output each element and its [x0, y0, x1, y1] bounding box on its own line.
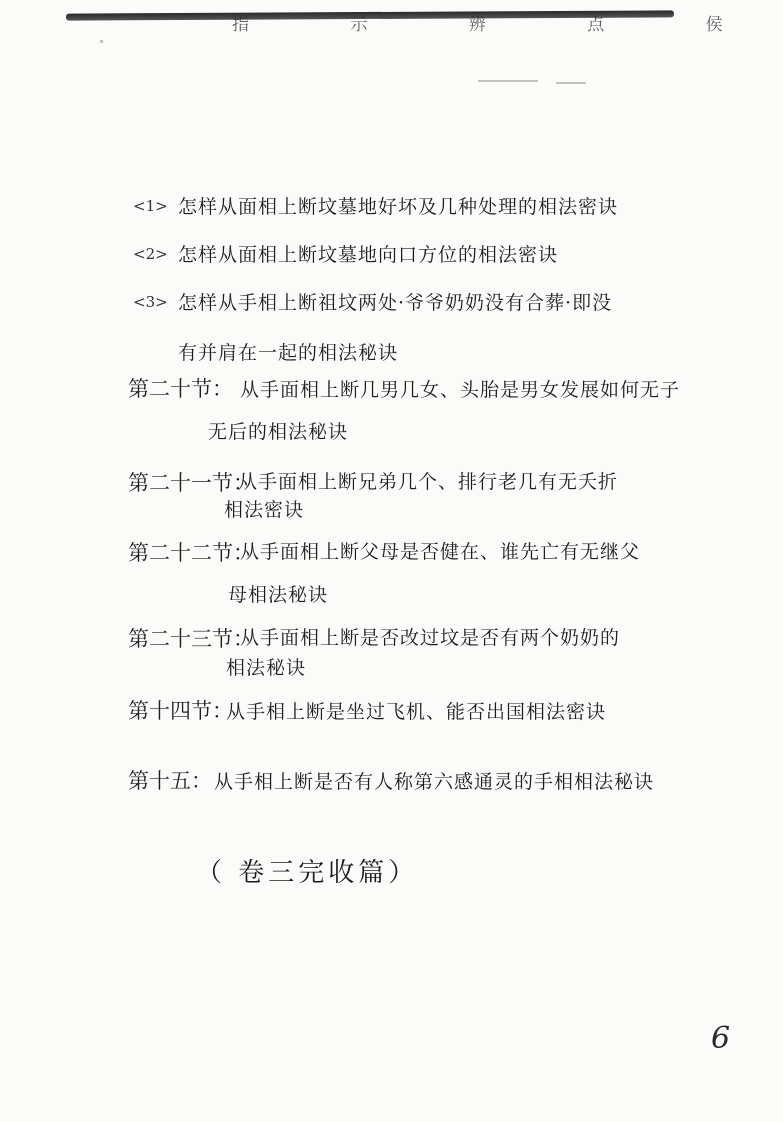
page-number: 6 — [711, 1021, 731, 1056]
section-text: 从手面相上断是否改过坟是否有两个奶奶的 — [240, 627, 621, 649]
scan-speck — [100, 40, 103, 43]
header-text: 指 示 辨 点 侯 — [232, 15, 771, 35]
section-text: 从手面相上断几男几女、头胎是男女发展如何无子 — [240, 379, 681, 401]
section-text: 从手相上断是否有人称第六感通灵的手相相法秘诀 — [214, 771, 655, 793]
closing-note: （ 卷三完收篇） — [196, 858, 419, 888]
item-text: 怎样从面相上断坟墓地向口方位的相法密诀 — [178, 244, 559, 266]
section-text: 相法密诀 — [224, 499, 305, 521]
section-text: 相法秘诀 — [226, 657, 307, 679]
item-text: 有并肩在一起的相法秘诀 — [178, 342, 399, 364]
item-marker: <3> — [133, 293, 168, 311]
section-label: 第十五： — [128, 769, 212, 793]
section-label: 第二十一节： — [128, 471, 254, 495]
scan-speck — [556, 82, 586, 84]
section-label: 第二十二节： — [128, 541, 254, 565]
section-label: 第二十三节： — [128, 627, 254, 651]
item-text: 怎样从面相上断坟墓地好坏及几种处理的相法密诀 — [178, 196, 619, 218]
scan-speck — [478, 80, 538, 82]
section-text: 从手面相上断兄弟几个、排行老几有无夭折 — [238, 471, 619, 493]
section-text: 从手面相上断父母是否健在、谁先亡有无继父 — [240, 541, 641, 563]
section-label: 第十四节： — [128, 699, 233, 723]
item-marker: <1> — [133, 197, 168, 215]
section-text: 无后的相法秘诀 — [208, 421, 349, 443]
section-label: 第二十节： — [128, 377, 233, 401]
item-text: 怎样从手相上断祖坟两处·爷爷奶奶没有合葬·即没 — [178, 292, 613, 314]
section-text: 从手相上断是坐过飞机、能否出国相法密诀 — [226, 701, 607, 723]
item-marker: <2> — [133, 245, 168, 263]
section-text: 母相法秘诀 — [228, 584, 329, 606]
